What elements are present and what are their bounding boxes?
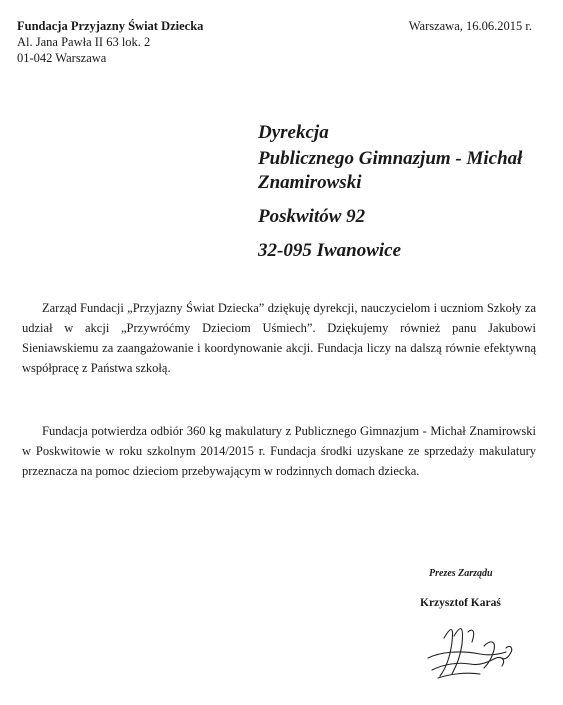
signature-role: Prezes Zarządu [429,568,493,579]
signature-name: Krzysztof Karaś [420,597,501,609]
recipient-line4: Poskwitów 92 [258,206,366,227]
recipient-line3: Znamirowski [258,172,362,193]
handwritten-signature [410,618,530,690]
sender-address-line2: 01-042 Warszawa [17,51,107,65]
signature-block [420,568,560,609]
sender-organization: Fundacja Przyjazny Świat Dziecka [17,19,204,33]
recipient-line5: 32-095 Iwanowice [258,240,402,261]
body-paragraph-1: Zarząd Fundacji „Przyjazny Świat Dziecka” dziękuję dyrekcji, nauczycielom i uczniom Szkoły za udział w akcji „Przywróćmy Dzieciom Uśmiech”. Dziękujemy również panu Jakubowi Sieniawskiemu za zaangażowanie i koordynowanie akcji. Fundacja liczy na dalszą równie efektywną współpracę z Państwa szkołą. [22,301,536,375]
recipient-line1: Dyrekcja [258,122,329,143]
recipient-block [258,121,548,263]
letter-date: Warszawa, 16.06.2015 r. [408,19,532,33]
recipient-line2: Publicznego Gimnazjum - Michał [258,148,523,169]
body-paragraph-2: Fundacja potwierdza odbiór 360 kg makulatury z Publicznego Gimnazjum - Michał Znamirowski w Poskwitowie w roku szkolnym 2014/2015 r. Fundacja środki uzyskane ze sprzedaży makulatury przeznacza na pomoc dzieciom przebywającym w rodzinnych domach dziecka. [22,424,536,478]
sender-address-line1: Al. Jana Pawła II 63 lok. 2 [17,35,151,49]
sender-block [17,18,203,66]
